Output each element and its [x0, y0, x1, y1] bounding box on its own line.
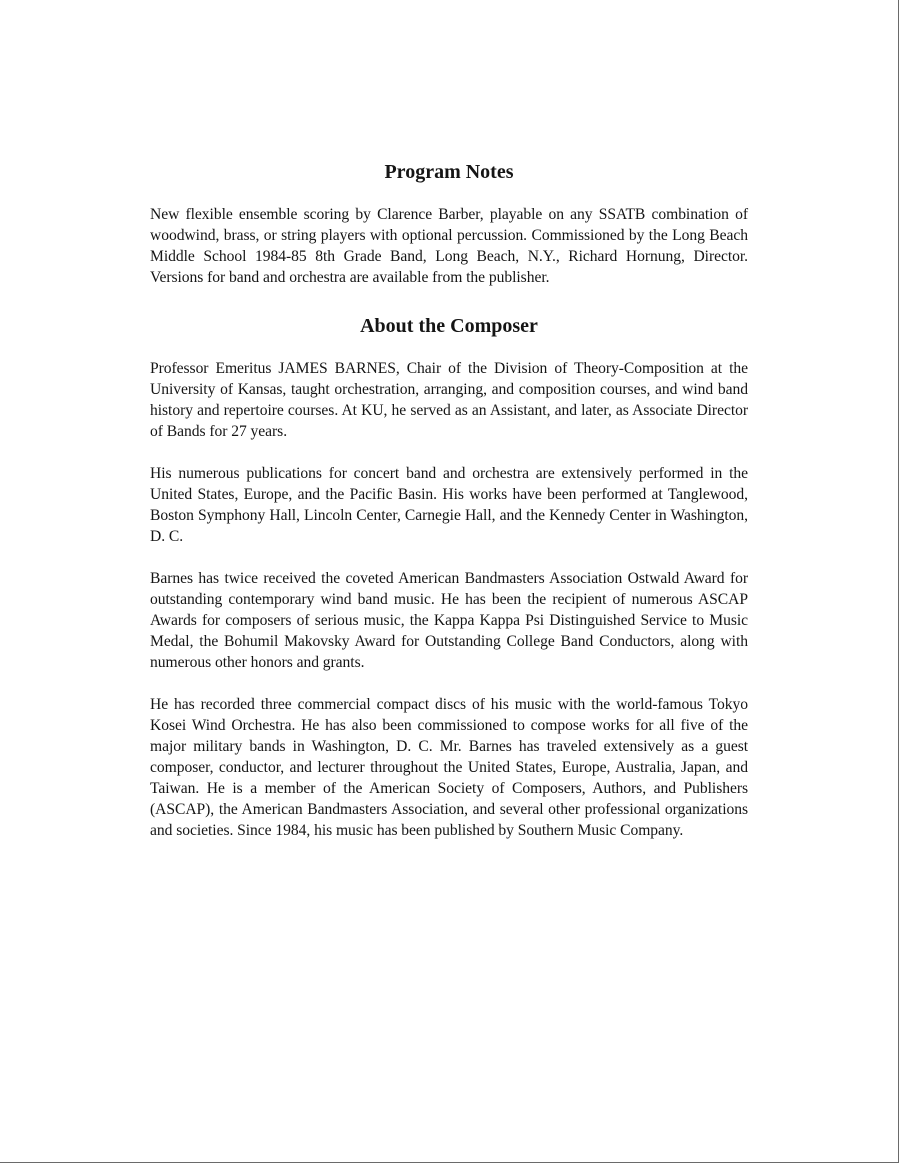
page-content: [150, 158, 748, 841]
program-notes-heading: Program Notes: [384, 161, 514, 183]
composer-paragraph-1: Professor Emeritus JAMES BARNES, Chair of the Division of Theory-Composition at the University of Kansas, taught orchestration, arranging, and composition courses, and wind band history and repertoire courses. At KU, he served as an Assistant, and later, as Associate Director of Bands for 27 years.: [150, 360, 748, 440]
about-composer-heading: About the Composer: [360, 315, 538, 337]
composer-paragraph-4: He has recorded three commercial compact discs of his music with the world-famous Tokyo Kosei Wind Orchestra. He has also been commissioned to compose works for all five of the major military bands in Washington, D. C. Mr. Barnes has traveled extensively as a guest composer, conductor, and lecturer throughout the United States, Europe, Australia, Japan, and Taiwan. He is a member of the American Society of Composers, Authors, and Publishers (ASCAP), the American Bandmasters Association, and several other professional organizations and societies. Since 1984, his music has been published by Southern Music Company.: [150, 696, 748, 839]
program-notes-paragraph: New flexible ensemble scoring by Clarence Barber, playable on any SSATB combination of woodwind, brass, or string players with optional percussion. Commissioned by the Long Beach Middle School 1984-85 8th Grade Band, Long Beach, N.Y., Richard Hornung, Director. Versions for band and orchestra are available from the publisher.: [150, 206, 748, 286]
composer-paragraph-3: Barnes has twice received the coveted American Bandmasters Association Ostwald Award for outstanding contemporary wind band music. He has been the recipient of numerous ASCAP Awards for composers of serious music, the Kappa Kappa Psi Distinguished Service to Music Medal, the Bohumil Makovsky Award for Outstanding College Band Conductors, along with numerous other honors and grants.: [150, 570, 748, 671]
program-notes-section: [150, 158, 748, 288]
composer-paragraph-2: His numerous publications for concert band and orchestra are extensively performed in the United States, Europe, and the Pacific Basin. His works have been performed at Tanglewood, Boston Symphony Hall, Lincoln Center, Carnegie Hall, and the Kennedy Center in Washington, D. C.: [150, 465, 748, 545]
about-composer-section: [150, 312, 748, 841]
